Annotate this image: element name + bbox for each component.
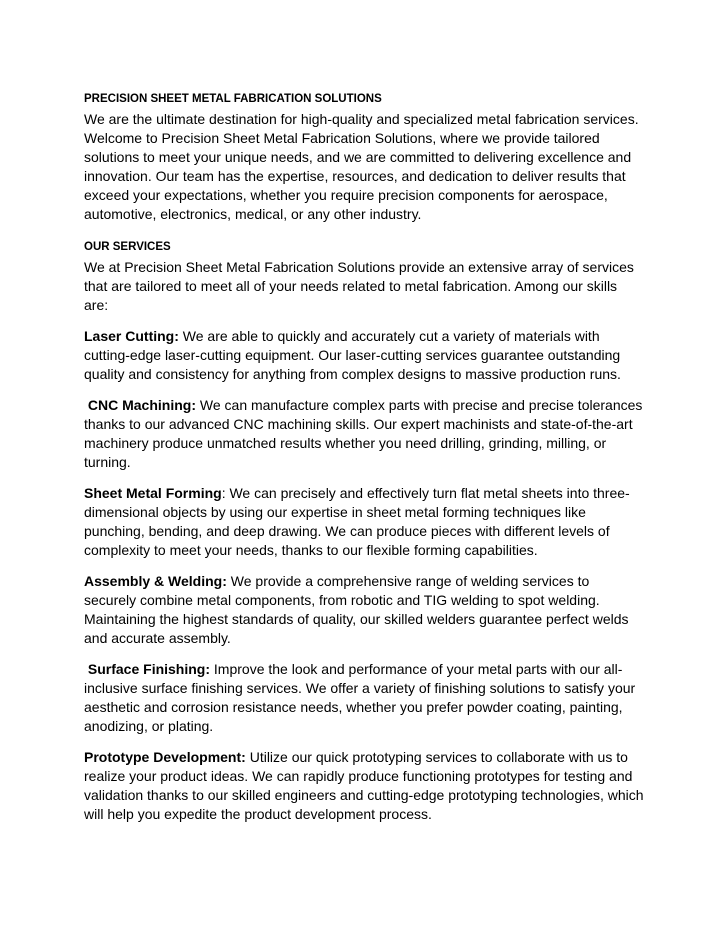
service-cnc-machining <box>84 396 647 472</box>
service-sheet-metal-forming <box>84 484 644 560</box>
intro-paragraph: We are the ultimate destination for high-quality and specialized metal fabrication services. Welcome to Precision Sheet Metal Fabrication Solutions, where we provide tailored solutions to meet your unique needs, and we are committed to delivering excellence and innovation. Our team has the expertise, resources, and dedication to deliver results that exceed your expectations, whether you require precision components for aerospace, automotive, electronics, medical, or any other industry. <box>84 111 639 222</box>
service-assembly-welding <box>84 572 644 648</box>
service-text: We provide a comprehensive range of welding services to securely combine metal components, from robotic and TIG welding to spot welding. Maintaining the highest standards of quality, our skilled welders guarantee perfect welds and accurate assembly. <box>84 573 629 646</box>
service-text: Improve the look and performance of your metal parts with our all-inclusive surface finishing services. We offer a variety of finishing solutions to satisfy your aesthetic and corrosion resistance needs, whether you prefer powder coating, painting, anodizing, or plating. <box>84 661 640 734</box>
service-title: Laser Cutting: <box>84 328 179 344</box>
service-title: CNC Machining: <box>84 397 196 413</box>
services-heading: OUR SERVICES <box>84 241 171 253</box>
service-title: Sheet Metal Forming <box>84 485 222 501</box>
service-text: Utilize our quick prototyping services to collaborate with us to realize your product ideas. We can rapidly produce functioning prototypes for testing and validation thanks to our skilled engineers and cutting-edge prototyping technologies, which will help you expedite the product development process. <box>84 749 644 822</box>
service-title: Prototype Development: <box>84 749 246 765</box>
service-title: Assembly & Welding: <box>84 573 227 589</box>
document-title: PRECISION SHEET METAL FABRICATION SOLUTIONS <box>84 93 382 105</box>
service-laser-cutting <box>84 327 644 384</box>
service-title: Surface Finishing: <box>84 661 211 677</box>
service-text: We can manufacture complex parts with precise and precise tolerances thanks to our advanced CNC machining skills. Our expert machinists and state-of-the-art machinery produce unmatched results whether you need drilling, grinding, milling, or turning. <box>84 397 647 470</box>
service-text: We are able to quickly and accurately cut a variety of materials with cutting-edge laser-cutting equipment. Our laser-cutting services guarantee outstanding quality and consistency for anything from complex designs to massive production runs. <box>84 328 621 382</box>
services-intro-paragraph: We at Precision Sheet Metal Fabrication Solutions provide an extensive array of services that are tailored to meet all of your needs related to metal fabrication. Among our skills are: <box>84 259 634 313</box>
service-surface-finishing <box>84 660 644 736</box>
service-text: : We can precisely and effectively turn flat metal sheets into three-dimensional objects by using our expertise in sheet metal forming techniques like punching, bending, and deep drawing. We can produce pieces with different levels of complexity to meet your needs, thanks to our flexible forming capabilities. <box>84 485 630 558</box>
service-prototype-development <box>84 748 644 824</box>
